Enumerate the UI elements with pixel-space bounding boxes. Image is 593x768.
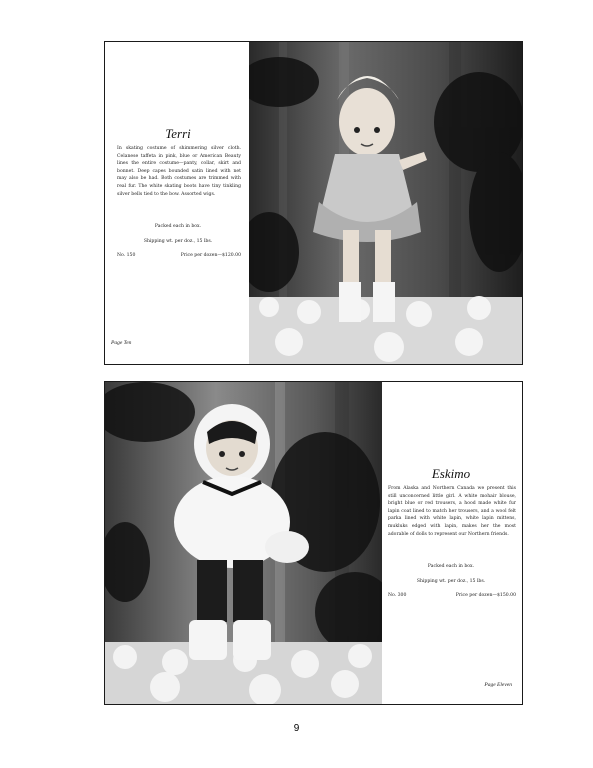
page-label-eleven: Page Eleven	[484, 682, 512, 688]
eskimo-shipping: Shipping wt. per doz., 15 lbs.	[416, 579, 486, 584]
page-number: 9	[293, 723, 300, 734]
eskimo-packed: Packed each in box.	[427, 564, 475, 569]
terri-doll-image	[249, 42, 522, 364]
terri-packed: Packed each in box.	[154, 224, 202, 229]
terri-number: No. 150	[117, 253, 136, 258]
terri-number-price	[117, 253, 241, 258]
eskimo-doll-photo	[105, 382, 382, 704]
catalog-page-terri	[104, 41, 523, 365]
eskimo-price: Price per dozen—$150.00	[455, 593, 516, 598]
eskimo-text-column	[380, 382, 522, 704]
terri-text-column	[105, 42, 251, 364]
eskimo-title: Eskimo	[431, 466, 471, 481]
terri-doll-photo	[249, 42, 522, 364]
page-label-ten: Page Ten	[111, 340, 132, 346]
terri-description: In skating costume of shimmering silver cloth. Celanese taffeta in pink, blue or American Beauty lines the entire costume—panty, collar, skirt and bonnet. Deep capes bounded satin lined with net may also be had. Both costumes are trimmed with real fur. The white skating boots have tiny tinkling silver bells tied to the bow. Assorted wigs.	[117, 146, 241, 197]
catalog-page-eskimo	[104, 381, 523, 705]
terri-title: Terri	[165, 126, 191, 141]
eskimo-number: No. 300	[388, 593, 407, 598]
eskimo-doll-image	[105, 382, 382, 704]
eskimo-description: From Alaska and Northern Canada we present this still unconcerned little girl. A white mohair blouse, bright blue or red trousers, a hood made white fur lapin coat lined to match her trousers, and a wool felt parka lined with white lapin, white lapin mittens, mukluks edged with lapin, makes her the most adorable of dolls to represent our Northern friends.	[388, 486, 516, 537]
eskimo-number-price	[388, 593, 516, 598]
terri-shipping: Shipping wt. per doz., 15 lbs.	[143, 239, 213, 244]
terri-price: Price per dozen—$120.00	[180, 253, 241, 258]
